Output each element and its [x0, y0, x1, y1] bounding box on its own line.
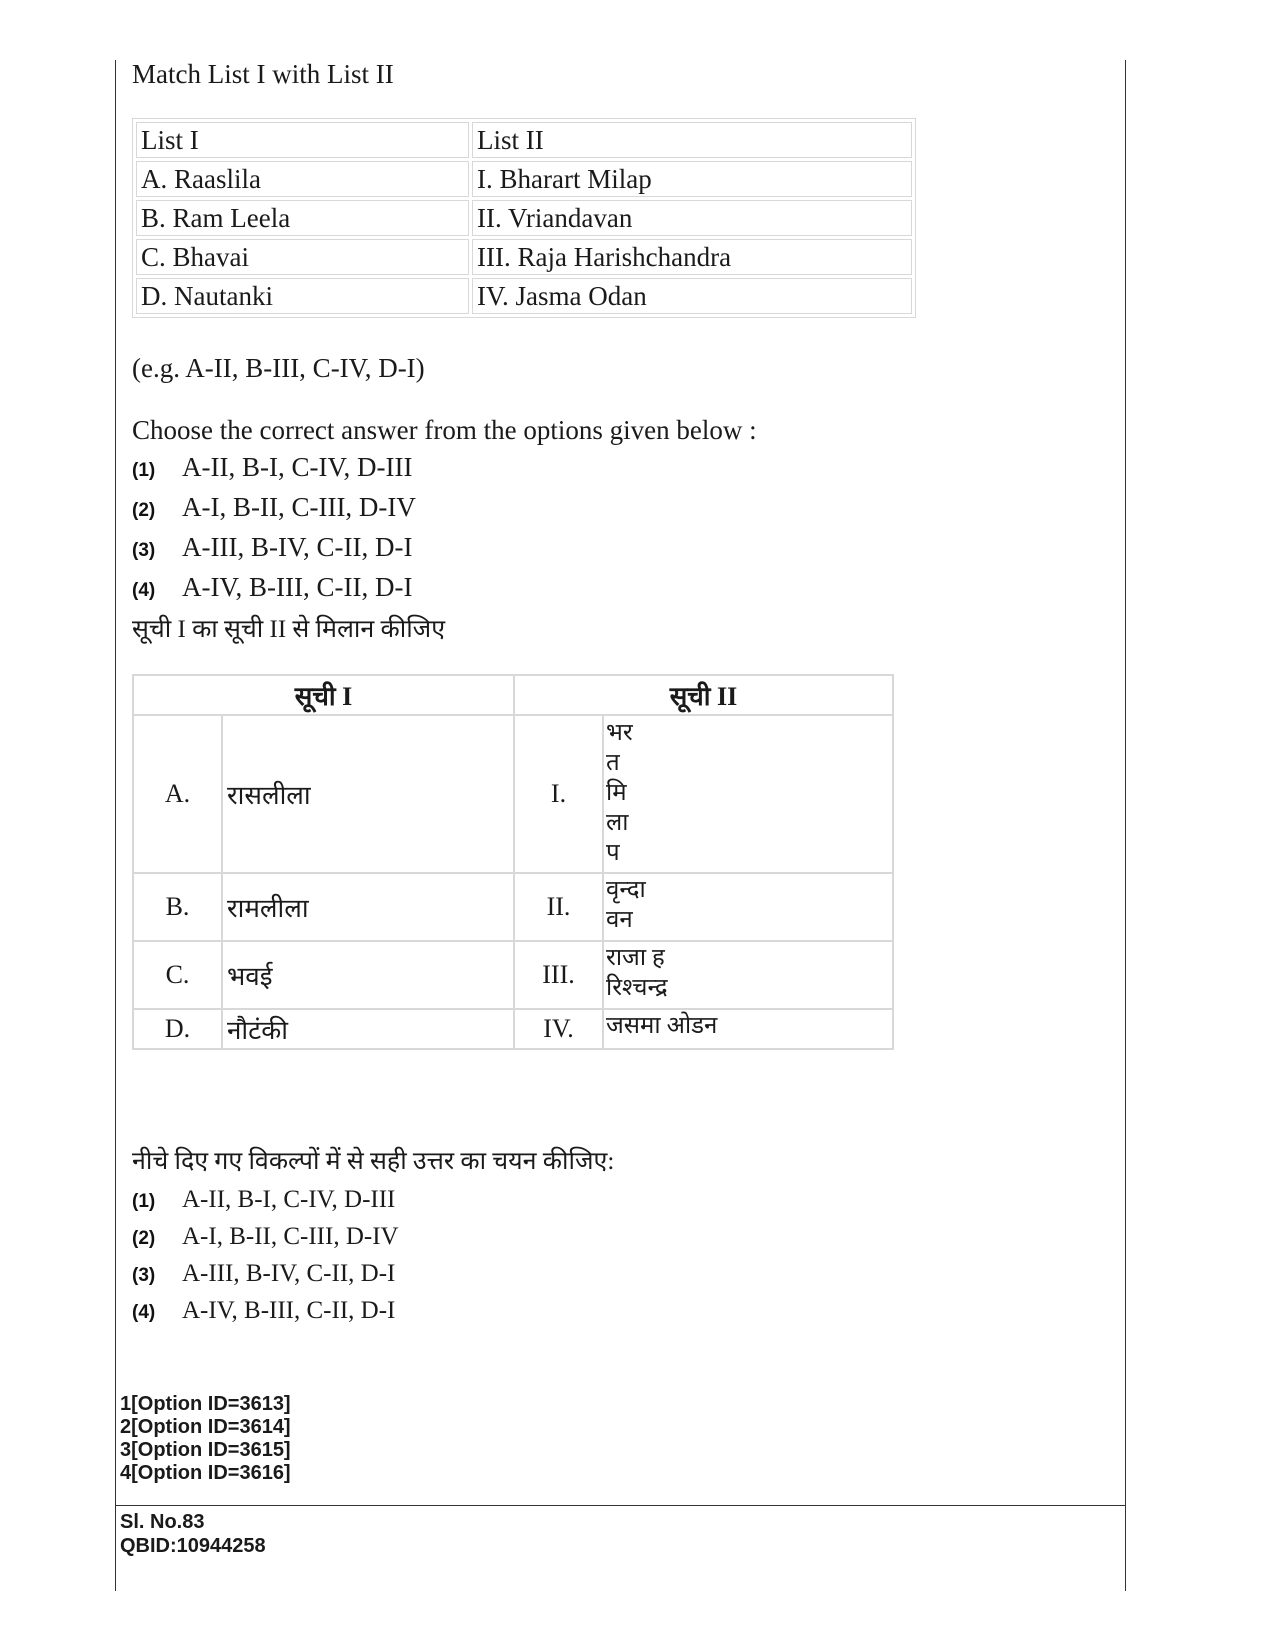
serial-number: Sl. No.83	[120, 1511, 205, 1533]
table-cell: जसमा ओडन	[603, 1009, 893, 1049]
option-text: A-II, B-I, C-IV, D-III	[182, 1186, 396, 1213]
question-prompt-en: Match List I with List II	[132, 59, 394, 89]
option-number: (2)	[132, 500, 156, 521]
row-label: I.	[514, 715, 603, 873]
table-cell: भर त मि ला प	[603, 715, 893, 873]
option-id: 3[Option ID=3615]	[120, 1439, 291, 1461]
table-row	[136, 239, 912, 275]
table-header-cell: List I	[136, 122, 469, 158]
option-number: (3)	[132, 1265, 156, 1286]
option-number: (3)	[132, 540, 156, 561]
table-row	[133, 1009, 893, 1049]
row-label: II.	[514, 873, 603, 941]
frame-left-border	[115, 60, 116, 1591]
table-cell: राजा ह रिश्चन्द्र	[603, 941, 893, 1009]
table-header-cell: List II	[472, 122, 912, 158]
table-row	[136, 161, 912, 197]
option-text: A-III, B-IV, C-II, D-I	[182, 1260, 396, 1287]
choose-text-en: Choose the correct answer from the options given below :	[132, 415, 757, 445]
option-number: (4)	[132, 1302, 156, 1323]
question-prompt-hi: सूची I का सूची II से मिलान कीजिए	[132, 616, 446, 643]
table-header-cell: सूची II	[514, 675, 893, 715]
option-text: A-I, B-II, C-III, D-IV	[182, 1223, 399, 1250]
option-text: A-IV, B-III, C-II, D-I	[182, 1297, 396, 1324]
example-text: (e.g. A-II, B-III, C-IV, D-I)	[132, 353, 425, 383]
option-number: (1)	[132, 460, 156, 481]
table-row	[133, 941, 893, 1009]
table-row	[133, 873, 893, 941]
question-footer	[120, 1510, 266, 1558]
row-label: A.	[133, 715, 222, 873]
table-header-row	[133, 675, 893, 715]
option-item[interactable]	[132, 1297, 1112, 1334]
option-text: A-I, B-II, C-III, D-IV	[182, 492, 416, 522]
frame-divider	[115, 1505, 1125, 1506]
table-cell: IV. Jasma Odan	[472, 278, 912, 314]
table-header-row	[136, 122, 912, 158]
table-cell: A. Raaslila	[136, 161, 469, 197]
option-id: 2[Option ID=3614]	[120, 1416, 291, 1438]
match-table-hi	[132, 674, 894, 1050]
table-cell: B. Ram Leela	[136, 200, 469, 236]
table-header-cell: सूची I	[133, 675, 514, 715]
option-number: (2)	[132, 1228, 156, 1249]
option-item[interactable]	[132, 1223, 1112, 1260]
table-row	[136, 200, 912, 236]
row-label: D.	[133, 1009, 222, 1049]
option-text: A-IV, B-III, C-II, D-I	[182, 572, 413, 602]
option-id: 4[Option ID=3616]	[120, 1462, 291, 1484]
choose-text-hi: नीचे दिए गए विकल्पों में से सही उत्तर का चयन कीजिए:	[132, 1148, 615, 1175]
option-text: A-II, B-I, C-IV, D-III	[182, 452, 413, 482]
row-label: III.	[514, 941, 603, 1009]
frame-right-border	[1125, 60, 1126, 1591]
option-item[interactable]	[132, 452, 1112, 492]
question-bank-id: QBID:10944258	[120, 1535, 266, 1557]
option-item[interactable]	[132, 1186, 1112, 1223]
option-item[interactable]	[132, 532, 1112, 572]
row-label: B.	[133, 873, 222, 941]
table-cell: III. Raja Harishchandra	[472, 239, 912, 275]
question-content	[132, 58, 1112, 1334]
option-number: (4)	[132, 580, 156, 601]
table-cell: D. Nautanki	[136, 278, 469, 314]
table-cell: रामलीला	[222, 873, 514, 941]
option-number: (1)	[132, 1191, 156, 1212]
match-table-en	[132, 118, 916, 318]
option-item[interactable]	[132, 572, 1112, 612]
option-id-list	[120, 1393, 291, 1485]
table-cell: I. Bharart Milap	[472, 161, 912, 197]
table-row	[133, 715, 893, 873]
table-cell: C. Bhavai	[136, 239, 469, 275]
option-text: A-III, B-IV, C-II, D-I	[182, 532, 413, 562]
table-cell: नौटंकी	[222, 1009, 514, 1049]
table-cell: वृन्दा वन	[603, 873, 893, 941]
row-label: IV.	[514, 1009, 603, 1049]
table-cell: II. Vriandavan	[472, 200, 912, 236]
table-cell: भवई	[222, 941, 514, 1009]
table-cell: रासलीला	[222, 715, 514, 873]
option-item[interactable]	[132, 492, 1112, 532]
table-row	[136, 278, 912, 314]
row-label: C.	[133, 941, 222, 1009]
option-item[interactable]	[132, 1260, 1112, 1297]
option-id: 1[Option ID=3613]	[120, 1393, 291, 1415]
